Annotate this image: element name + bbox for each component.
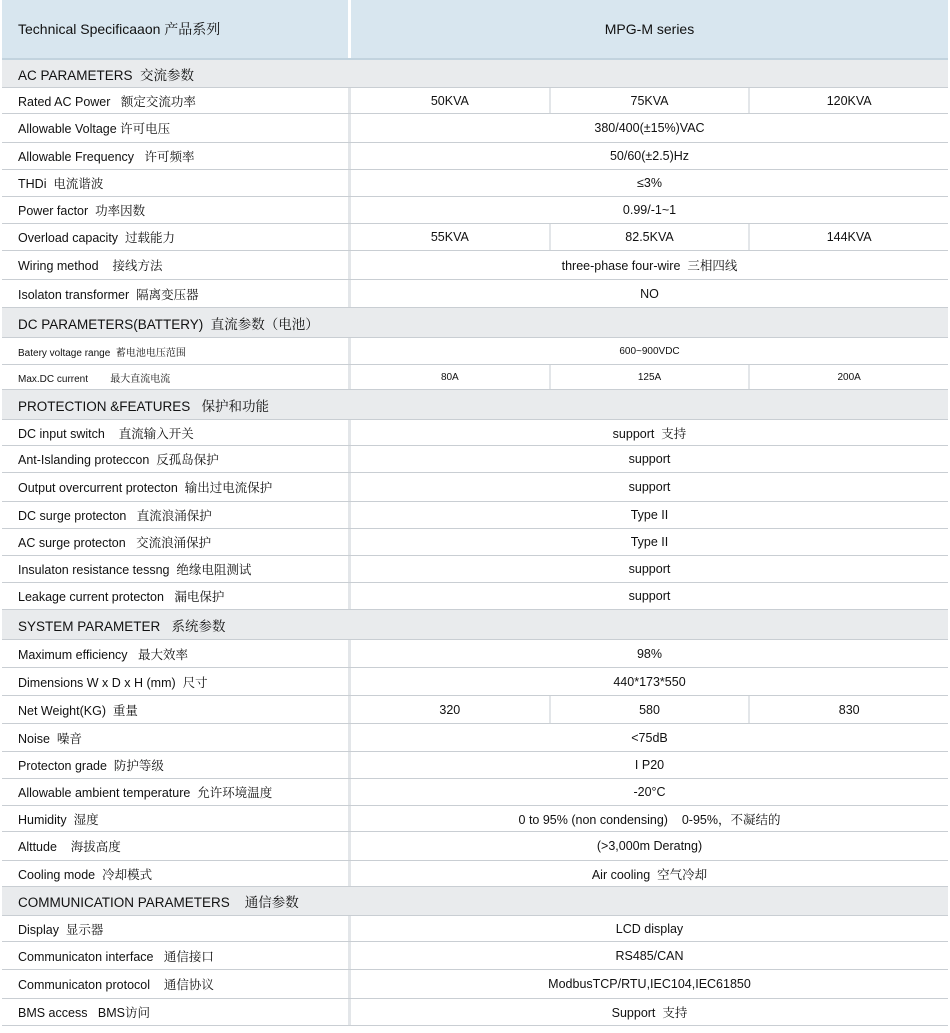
row-values: [351, 88, 948, 113]
header-series: MPG-M series: [604, 21, 695, 37]
table-row: [2, 832, 948, 861]
row-values: [351, 970, 948, 998]
value-cell: Type II: [630, 535, 669, 549]
value-cell: 98%: [636, 646, 663, 661]
value-cell: 320: [351, 696, 551, 723]
value-cell: 0.99/-1~1: [622, 203, 677, 217]
section-header: [2, 60, 948, 88]
spec-table: [2, 0, 948, 1026]
value-cell: Type II: [630, 508, 669, 522]
table-row: [2, 752, 948, 779]
value-cell: 600~900VDC: [619, 345, 680, 357]
value-cell: 380/400(±15%)VAC: [594, 121, 705, 135]
value-cell: 144KVA: [826, 230, 872, 244]
table-row: [2, 556, 948, 583]
table-row: [2, 970, 948, 999]
row-values: [351, 942, 948, 969]
table-row: [2, 583, 948, 610]
row-values: [351, 446, 948, 472]
value-cell: 75KVA: [551, 88, 751, 113]
row-values: [351, 806, 948, 831]
row-values: [351, 197, 948, 223]
row-values: [351, 779, 948, 805]
row-values: [351, 861, 948, 886]
value-cell: ModbusTCP/RTU,IEC104,IEC61850: [548, 977, 751, 991]
section-title: AC PARAMETERS 交流参数: [18, 67, 195, 83]
row-values: [351, 724, 948, 751]
row-label: Allowable ambient temperature 允许环境温度: [2, 779, 351, 805]
row-label: Humidity 湿度: [2, 806, 351, 831]
value-cell: Support 支持: [611, 1006, 688, 1020]
row-label: Wiring method 接线方法: [2, 251, 351, 279]
value-cell: 50/60(±2.5)Hz: [609, 149, 690, 163]
section-title: SYSTEM PARAMETER 系统参数: [18, 618, 226, 634]
row-values: [351, 280, 948, 307]
table-row: [2, 420, 948, 446]
table-header: [2, 0, 948, 60]
section-title: DC PARAMETERS(BATTERY) 直流参数（电池）: [18, 316, 319, 332]
value-cell: support: [628, 480, 671, 494]
row-label: Communicaton interface 通信接口: [2, 942, 351, 969]
section-header: [2, 887, 948, 916]
value-cell: support: [628, 452, 671, 466]
table-row: [2, 806, 948, 832]
row-values: [351, 832, 948, 860]
table-row: [2, 251, 948, 280]
row-label: Noise 噪音: [2, 724, 351, 751]
value-cell: 80A: [351, 365, 551, 389]
row-values: [351, 529, 948, 555]
row-label: Allowable Voltage 许可电压: [2, 114, 351, 142]
row-label: Dimensions W x D x H (mm) 尺寸: [2, 668, 351, 695]
row-values: [351, 170, 948, 196]
table-row: [2, 197, 948, 224]
value-cell: 120KVA: [826, 93, 872, 108]
row-values: [351, 999, 948, 1025]
value-cell: RS485/CAN: [615, 948, 684, 963]
value-cell: support 支持: [612, 426, 687, 441]
row-label: Communicaton protocol 通信协议: [2, 970, 351, 998]
table-row: [2, 696, 948, 724]
row-label: Batery voltage range 蓄电池电压范围: [2, 338, 351, 364]
row-values: [351, 251, 948, 279]
table-row: [2, 529, 948, 556]
value-cell: 440*173*550: [613, 674, 686, 689]
row-label: Maximum efficiency 最大效率: [2, 640, 351, 667]
value-cell: 830: [838, 702, 860, 717]
row-label: Protecton grade 防护等级: [2, 752, 351, 778]
value-cell: support: [628, 589, 671, 603]
header-label: Technical Specificaaon 产品系列: [2, 0, 351, 58]
value-cell: Air cooling 空气冷却: [591, 867, 708, 882]
value-cell: 200A: [837, 371, 861, 383]
row-values: [351, 420, 948, 445]
section-title: PROTECTION &FEATURES 保护和功能: [18, 398, 270, 414]
section-header: [2, 610, 948, 640]
row-values: [351, 640, 948, 667]
table-row: [2, 640, 948, 668]
table-row: [2, 473, 948, 502]
value-cell: support: [628, 562, 671, 576]
row-label: Cooling mode 冷却模式: [2, 861, 351, 886]
row-values: [351, 916, 948, 941]
row-values: [351, 114, 948, 142]
value-cell: 55KVA: [351, 224, 551, 250]
value-cell: I P20: [634, 758, 665, 772]
row-values: [351, 365, 948, 389]
value-cell: 125A: [551, 365, 751, 389]
table-row: [2, 861, 948, 887]
value-cell: -20°C: [633, 785, 666, 799]
row-values: [351, 224, 948, 250]
row-label: Isolaton transformer 隔离变压器: [2, 280, 351, 307]
value-cell: 50KVA: [351, 88, 551, 113]
table-row: [2, 668, 948, 696]
row-label: AC surge protecton 交流浪涌保护: [2, 529, 351, 555]
row-label: Max.DC current 最大直流电流: [2, 365, 351, 389]
value-cell: 82.5KVA: [551, 224, 751, 250]
table-row: [2, 502, 948, 529]
table-row: [2, 280, 948, 308]
value-cell: three-phase four-wire 三相四线: [561, 259, 738, 273]
section-header: [2, 308, 948, 338]
section-title: COMMUNICATION PARAMETERS 通信参数: [18, 895, 299, 910]
row-label: DC surge protecton 直流浪涌保护: [2, 502, 351, 528]
table-row: [2, 170, 948, 197]
table-row: [2, 942, 948, 970]
row-values: [351, 583, 948, 609]
row-values: [351, 668, 948, 695]
row-label: Output overcurrent protecton 输出过电流保护: [2, 473, 351, 501]
table-row: [2, 779, 948, 806]
value-cell: LCD display: [615, 921, 684, 936]
row-values: [351, 696, 948, 723]
row-label: DC input switch 直流输入开关: [2, 420, 351, 445]
table-row: [2, 338, 948, 365]
table-row: [2, 365, 948, 390]
row-label: Allowable Frequency 许可频率: [2, 143, 351, 169]
row-label: Display 显示器: [2, 916, 351, 941]
row-label: BMS access BMS访问: [2, 999, 351, 1025]
section-header: [2, 390, 948, 420]
table-row: [2, 446, 948, 473]
table-row: [2, 114, 948, 143]
value-cell: 580: [551, 696, 751, 723]
table-row: [2, 916, 948, 942]
row-values: [351, 338, 948, 364]
row-label: Ant-Islanding proteccon 反孤岛保护: [2, 446, 351, 472]
row-label: Alttude 海拔高度: [2, 832, 351, 860]
row-values: [351, 556, 948, 582]
row-values: [351, 752, 948, 778]
row-values: [351, 143, 948, 169]
table-body: [2, 60, 948, 1026]
table-row: [2, 724, 948, 752]
value-cell: ≤3%: [637, 176, 662, 190]
row-values: [351, 473, 948, 501]
row-label: Overload capacity 过载能力: [2, 224, 351, 250]
value-cell: <75dB: [631, 730, 668, 745]
row-label: Power factor 功率因数: [2, 197, 351, 223]
table-row: [2, 999, 948, 1026]
value-cell: (>3,000m Deratng): [596, 839, 703, 853]
value-cell: NO: [640, 286, 659, 301]
table-row: [2, 88, 948, 114]
table-row: [2, 224, 948, 251]
row-label: Insulaton resistance tessng 绝缘电阻测试: [2, 556, 351, 582]
row-label: Leakage current protecton 漏电保护: [2, 583, 351, 609]
row-label: Net Weight(KG) 重量: [2, 696, 351, 723]
value-cell: 0 to 95% (non condensing) 0-95%，不凝结的: [518, 812, 781, 827]
row-values: [351, 502, 948, 528]
table-row: [2, 143, 948, 170]
row-label: Rated AC Power 额定交流功率: [2, 88, 351, 113]
row-label: THDi 电流谐波: [2, 170, 351, 196]
